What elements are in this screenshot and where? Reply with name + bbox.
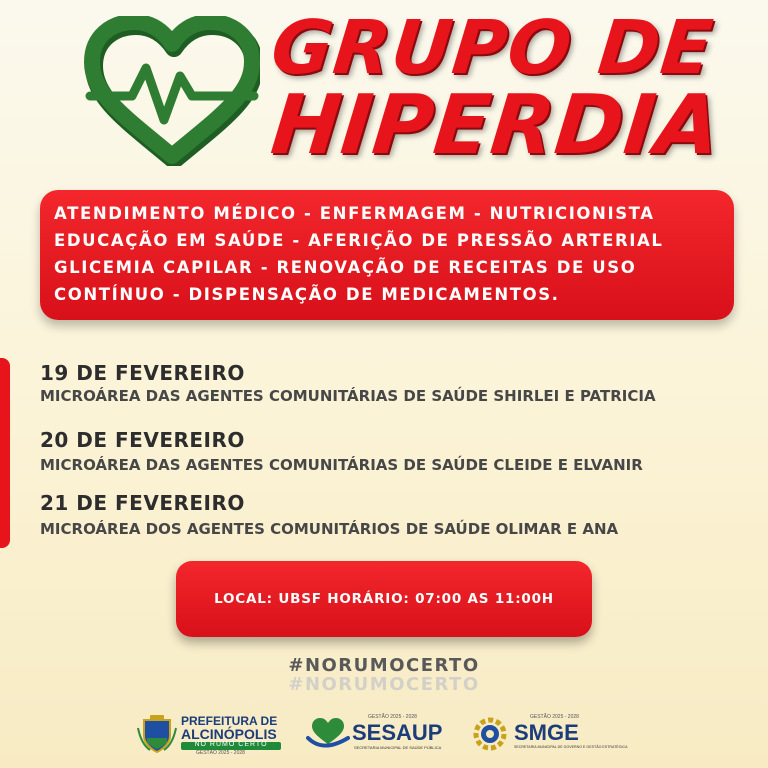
prefeitura-gestao: GESTÃO 2025 - 2028 bbox=[196, 750, 245, 756]
services-line: EDUCAÇÃO EM SAÚDE - AFERIÇÃO DE PRESSÃO ARTERIAL bbox=[54, 231, 664, 250]
schedule-date: 20 DE FEVEREIRO bbox=[40, 428, 245, 452]
services-line: CONTÍNUO - DISPENSAÇÃO DE MEDICAMENTOS. bbox=[54, 285, 560, 304]
schedule-description: MICROÁREA DAS AGENTES COMUNITÁRIAS DE SAÚDE CLEIDE E ELVANIR bbox=[40, 456, 643, 474]
side-accent bbox=[0, 358, 10, 548]
smge-subtitle: SECRETARIA MUNICIPAL DE GOVERNO E GESTÃO ESTRATÉGICA bbox=[514, 745, 628, 749]
prefeitura-logo bbox=[136, 712, 284, 756]
hashtag: #NORUMOCERTO bbox=[288, 655, 480, 676]
prefeitura-line1: PREFEITURA DE bbox=[181, 714, 278, 728]
smge-logo bbox=[470, 712, 628, 756]
schedule-date: 21 DE FEVEREIRO bbox=[40, 491, 245, 515]
services-line: GLICEMIA CAPILAR - RENOVAÇÃO DE RECEITAS DE USO bbox=[54, 258, 637, 277]
prefeitura-tagline: NO RUMO CERTO bbox=[194, 741, 268, 748]
schedule-date: 19 DE FEVEREIRO bbox=[40, 361, 245, 385]
sesaup-subtitle: SECRETARIA MUNICIPAL DE SAÚDE PÚBLICA bbox=[354, 745, 442, 750]
sesaup-logo bbox=[306, 712, 450, 756]
smge-gestao: GESTÃO 2025 - 2028 bbox=[530, 714, 579, 720]
title-line-1: GRUPO DE bbox=[267, 5, 718, 91]
local-box bbox=[176, 561, 592, 637]
coat-of-arms-icon bbox=[136, 714, 178, 754]
gear-icon bbox=[470, 714, 510, 754]
heart-pulse-icon bbox=[84, 16, 260, 166]
smge-name: SMGE bbox=[514, 720, 579, 745]
tagline-bar bbox=[181, 742, 281, 750]
heart-hands-icon bbox=[306, 716, 350, 750]
local-text: LOCAL: UBSF HORÁRIO: 07:00 AS 11:00H bbox=[214, 591, 554, 607]
hashtag-echo: #NORUMOCERTO bbox=[288, 674, 480, 695]
services-box bbox=[40, 190, 734, 320]
sesaup-name: SESAUP bbox=[352, 720, 443, 745]
title-line-2: HIPERDIA bbox=[267, 78, 726, 173]
schedule-description: MICROÁREA DOS AGENTES COMUNITÁRIOS DE SAÚDE OLIMAR E ANA bbox=[40, 520, 619, 538]
sesaup-gestao: GESTÃO 2025 - 2028 bbox=[368, 714, 417, 720]
schedule-description: MICROÁREA DAS AGENTES COMUNITÁRIAS DE SAÚDE SHIRLEI E PATRICIA bbox=[40, 387, 656, 405]
services-line: ATENDIMENTO MÉDICO - ENFERMAGEM - NUTRICIONISTA bbox=[54, 204, 655, 223]
prefeitura-line2: ALCINÓPOLIS bbox=[181, 726, 277, 742]
